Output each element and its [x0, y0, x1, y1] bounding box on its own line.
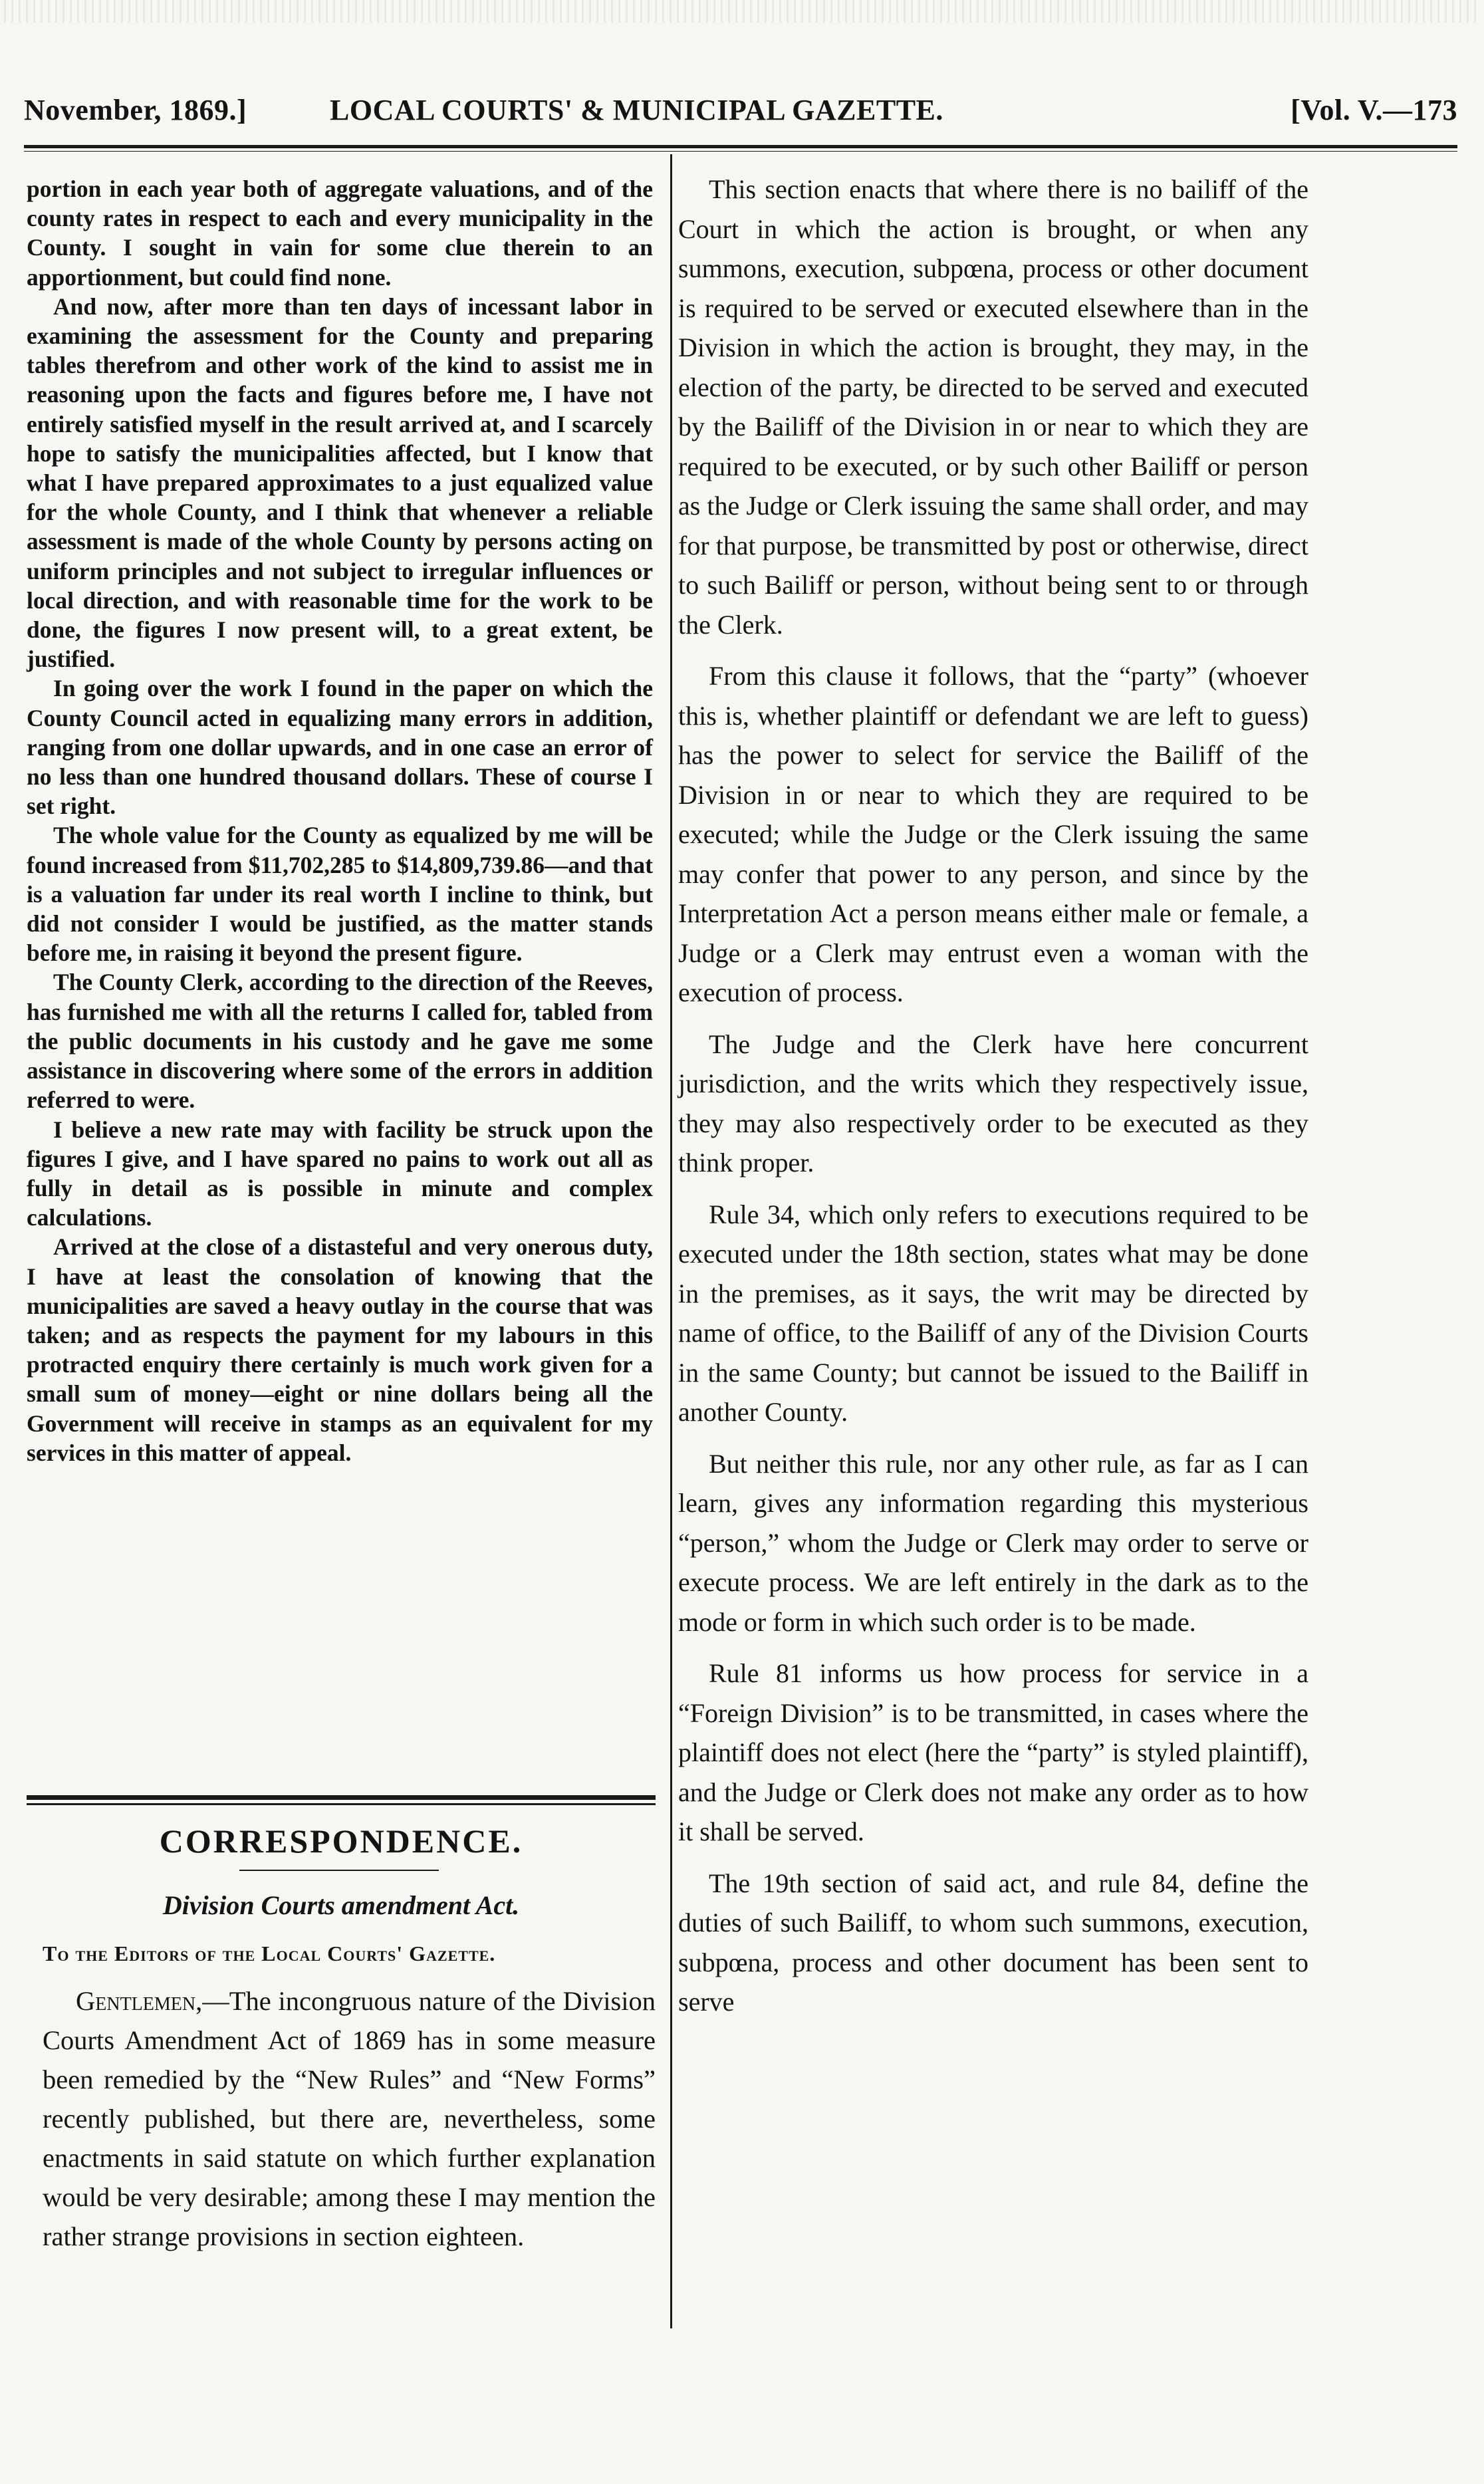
right-paragraph: The Judge and the Clerk have here concurrent jurisdiction, and the writs which they respectively issue, they may also respectively order to be executed as they think proper.: [678, 1029, 1308, 1178]
right-paragraph: The 19th section of said act, and rule 84, define the duties of such Bailiff, to whom such summons, execution, subpœna, process and other document has been sent to serve: [678, 1868, 1308, 2017]
right-paragraph: This section enacts that where there is no bailiff of the Court in which the action is brought, or when any summons, execution, subpœna, process or other document is required to be served or executed elsewhere than in the Division in which the action is brought, they may, in the election of the party, be directed to be served and executed by the Bailiff of the Division in or near to which they are required to be executed, or by such other Bailiff or person as the Judge or Clerk issuing the same shall order, and may for that purpose, be transmitted by post or otherwise, direct to such Bailiff or person, without being sent to or through the Clerk.: [678, 174, 1308, 640]
left-column: [27, 174, 653, 1467]
correspondence-heading: CORRESPONDENCE.: [159, 1822, 523, 1860]
header-rule: [24, 145, 1457, 152]
letter-greeting: Gentlemen,: [76, 1986, 203, 2016]
left-paragraph: portion in each year both of aggregate valuations, and of the county rates in respect to each and every municipality in the County. I sought in vain for some clue therein to an apportionment, but could find none.: [27, 176, 653, 291]
letter-body: [43, 1981, 656, 2256]
correspondence-subheading: Division Courts amendment Act.: [162, 1890, 520, 1920]
left-paragraph: Arrived at the close of a distasteful and very onerous duty, I have at least the consolation of knowing that the municipalities are saved a heavy outlay in the course that was taken; and as respects the payment for my labours in this protracted enquiry there certainly is much work given for a small sum of money—eight or nine dollars being all the Government will receive in stamps as an equivalent for my services in this matter of appeal.: [27, 1233, 653, 1466]
header-date: November, 1869.]: [24, 94, 247, 126]
column-divider: [670, 154, 672, 2328]
heading-rule: [239, 1870, 439, 1871]
left-paragraph: The County Clerk, according to the direction of the Reeves, has furnished me with all the returns I called for, tabled from the public documents in his custody and he gave me some assistance in discovering where some of the errors in addition referred to were.: [27, 969, 653, 1114]
letter-text: —The incongruous nature of the Division Courts Amendment Act of 1869 has in some measure been remedied by the “New Rules” and “New Forms” recently published, but there are, nevertheless, some enactments in said statute on which further explanation would be very desirable; among these I may mention the rather strange provisions in section eighteen.: [43, 1986, 656, 2251]
right-paragraph: Rule 81 informs us how process for service in a “Foreign Division” is to be transmitted, in cases where the plaintiff does not elect (here the “party” is styled plaintiff), and the Judge or Clerk does not make any order as to how it shall be served.: [678, 1658, 1308, 1846]
left-paragraph: I believe a new rate may with facility be struck upon the figures I give, and I have spared no pains to work out all as fully in detail as is possible in minute and complex calculations.: [27, 1116, 653, 1231]
letter-salutation: To the Editors of the Local Courts' Gazette.: [43, 1941, 496, 1965]
left-paragraph: In going over the work I found in the paper on which the County Council acted in equalizing many errors in addition, ranging from one dollar upwards, and in one case an error of no less than one hundred thousand dollars. These of course I set right.: [27, 675, 653, 820]
right-column: [678, 170, 1308, 2034]
right-paragraph: Rule 34, which only refers to executions required to be executed under the 18th section, states what may be done in the premises, as it says, the writ may be directed by name of office, to the Bailiff of any of the Division Courts in the same County; but cannot be issued to the Bailiff in another County.: [678, 1199, 1308, 1427]
left-paragraph: The whole value for the County as equalized by me will be found increased from $11,702,285 to $14,809,739.86—and that is a valuation far under its real worth I incline to think, but did not consider I would be justified, as the matter stands before me, in raising it beyond the present figure.: [27, 822, 653, 967]
section-separator: [27, 1795, 656, 1805]
letter-paragraph: [43, 1981, 656, 2256]
left-paragraph: And now, after more than ten days of incessant labor in examining the assessment for the County and preparing tables therefrom and other work of the kind to assist me in reasoning upon the facts and figures before me, I have not entirely satisfied myself in the result arrived at, and I scarcely hope to satisfy the municipalities affected, but I know that what I have prepared approximates to a just equalized value for the whole County, and I think that whenever a reliable assessment is made of the whole County by persons acting on uniform principles and not subject to irregular influences or local direction, and with reasonable time for the work to be done, the figures I now present will, to a great extent, be justified.: [27, 293, 653, 673]
page-header: [24, 93, 1457, 140]
scan-edge-marks: [4, 0, 1480, 23]
right-paragraph: From this clause it follows, that the “party” (whoever this is, whether plaintiff or defendant we are left to guess) has the power to select for service the Bailiff of the Division in or near to which they are required to be executed; while the Judge or the Clerk issuing the same may confer that power to any person, and since by the Interpretation Act a person means either male or female, a Judge or a Clerk may entrust even a woman with the execution of process.: [678, 661, 1308, 1007]
header-title: LOCAL COURTS' & MUNICIPAL GAZETTE.: [330, 94, 943, 126]
header-volume-page: [Vol. V.—173: [1291, 94, 1457, 126]
right-paragraph: But neither this rule, nor any other rule, as far as I can learn, gives any information regarding this mysterious “person,” whom the Judge or Clerk may order to serve or execute process. We are left entirely in the dark as to the mode or form in which such order is to be made.: [678, 1448, 1308, 1637]
